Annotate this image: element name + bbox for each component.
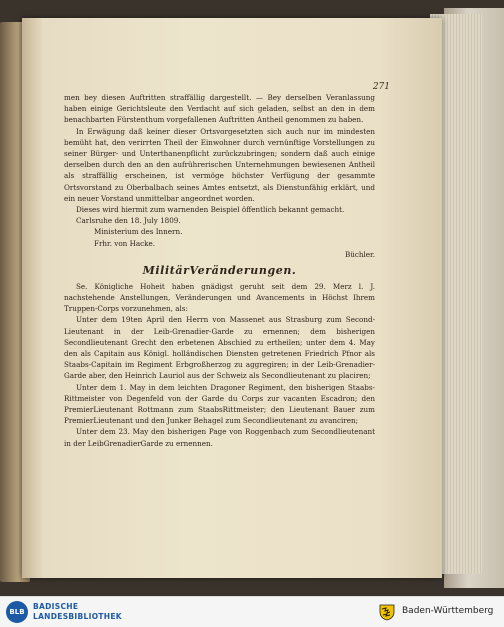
viewer-footer: [0, 596, 504, 627]
library-name[interactable]: [33, 602, 122, 622]
blb-logo[interactable]: BLB: [6, 601, 28, 623]
paragraph: Se. Königliche Hoheit haben gnädigst geruht seit dem 29. Merz l. J. nachstehende Anstellungen, Veränderungen und Avancements in Höchst Ihrem Truppen-Corps vorzunehmen, als:: [64, 281, 375, 314]
paragraph: In Erwägung daß keiner dieser Ortsvorgesetzten sich auch nur im mindesten bemüht hat, den verirrten Theil der Einwohner durch vernünftige Vorstellungen zu seiner Bürger- und Unterthanenpflicht zurückzubringen; sondern daß auch einige derselben durch den an den aufrührerischen Unternehmungen bewiesenen Antheil als straffällig erscheinen, ist vermöge höchster Verfügung der gesammte Ortsvorstand zu Oberbalbach seines Amtes entsetzt, als Dienstunfähig erklärt, und ein neuer Vorstand unmittelbar angeordnet worden.: [64, 126, 375, 203]
paragraph: Dieses wird hiermit zum warnenden Beispiel öffentlich bekannt gemacht.: [76, 205, 345, 215]
paragraph: Unter dem 1. May in dem leichten Dragoner Regiment, den bisherigen Staabs-Rittmeister von Degenfeld von der Garde du Corps zur vacanten Escadron; den PremierLieutenant Rottmann zum StaabsRittmeister; den Lieutenant Bauer zum PremierLieutenant und den Junker Behagel zum Secondlieutenant zu avanciren;: [64, 382, 375, 426]
baden-wuerttemberg-crest-icon: [378, 603, 396, 621]
signature-row: [64, 249, 375, 261]
paragraph: men bey diesen Auftritten straffällig dargestellt. — Bey derselben Veranlassung haben einige Gerichtsleute den Verdacht auf sich geladen, selbst an den in dem benachbarten Fürstenthum vorgefallenen Auftritten Antheil genommen zu haben.: [64, 93, 375, 125]
signer-buechler: Büchler.: [344, 249, 375, 259]
section-heading: MilitärVeränderungen.: [142, 263, 297, 277]
paragraph: Unter dem 23. May den bisherigen Page von Roggenbach zum Secondlieutenant in der LeibGrenadierGarde zu ernennen.: [64, 427, 375, 448]
paragraph: Unter dem 19ten April den Herrn von Massenet aus Strasburg zum Second-Lieutenant in der Leib-Grenadier-Garde zu ernennen; dem bisherigen Secondlieutenant Grecht den erbetenen Abschied zu ertheilen; unter dem 4. May den als Capitain aus Königl. holländischen Diensten getretenen Friedrich Pfnor als Staabs-Capitain im Regiment Erbgroßherzog zu aggregiren; in der Leib-Grenadier-Garde aber, den Heinrich Lauriol aus der Schweiz als Secondlieutenant zu placiren;: [64, 315, 375, 381]
ministry-line: Ministerium des Innern.: [94, 227, 183, 237]
place-date: Carlsruhe den 18. July 1809.: [76, 216, 181, 226]
page-text: [64, 92, 375, 449]
page-number: 271: [372, 82, 390, 92]
state-name[interactable]: Baden-Württemberg: [402, 606, 494, 616]
library-name-line1: BADISCHE: [33, 602, 79, 611]
signer-hacke: Frhr. von Hacke.: [94, 238, 156, 248]
library-name-line2: LANDESBIBLIOTHEK: [33, 612, 122, 621]
